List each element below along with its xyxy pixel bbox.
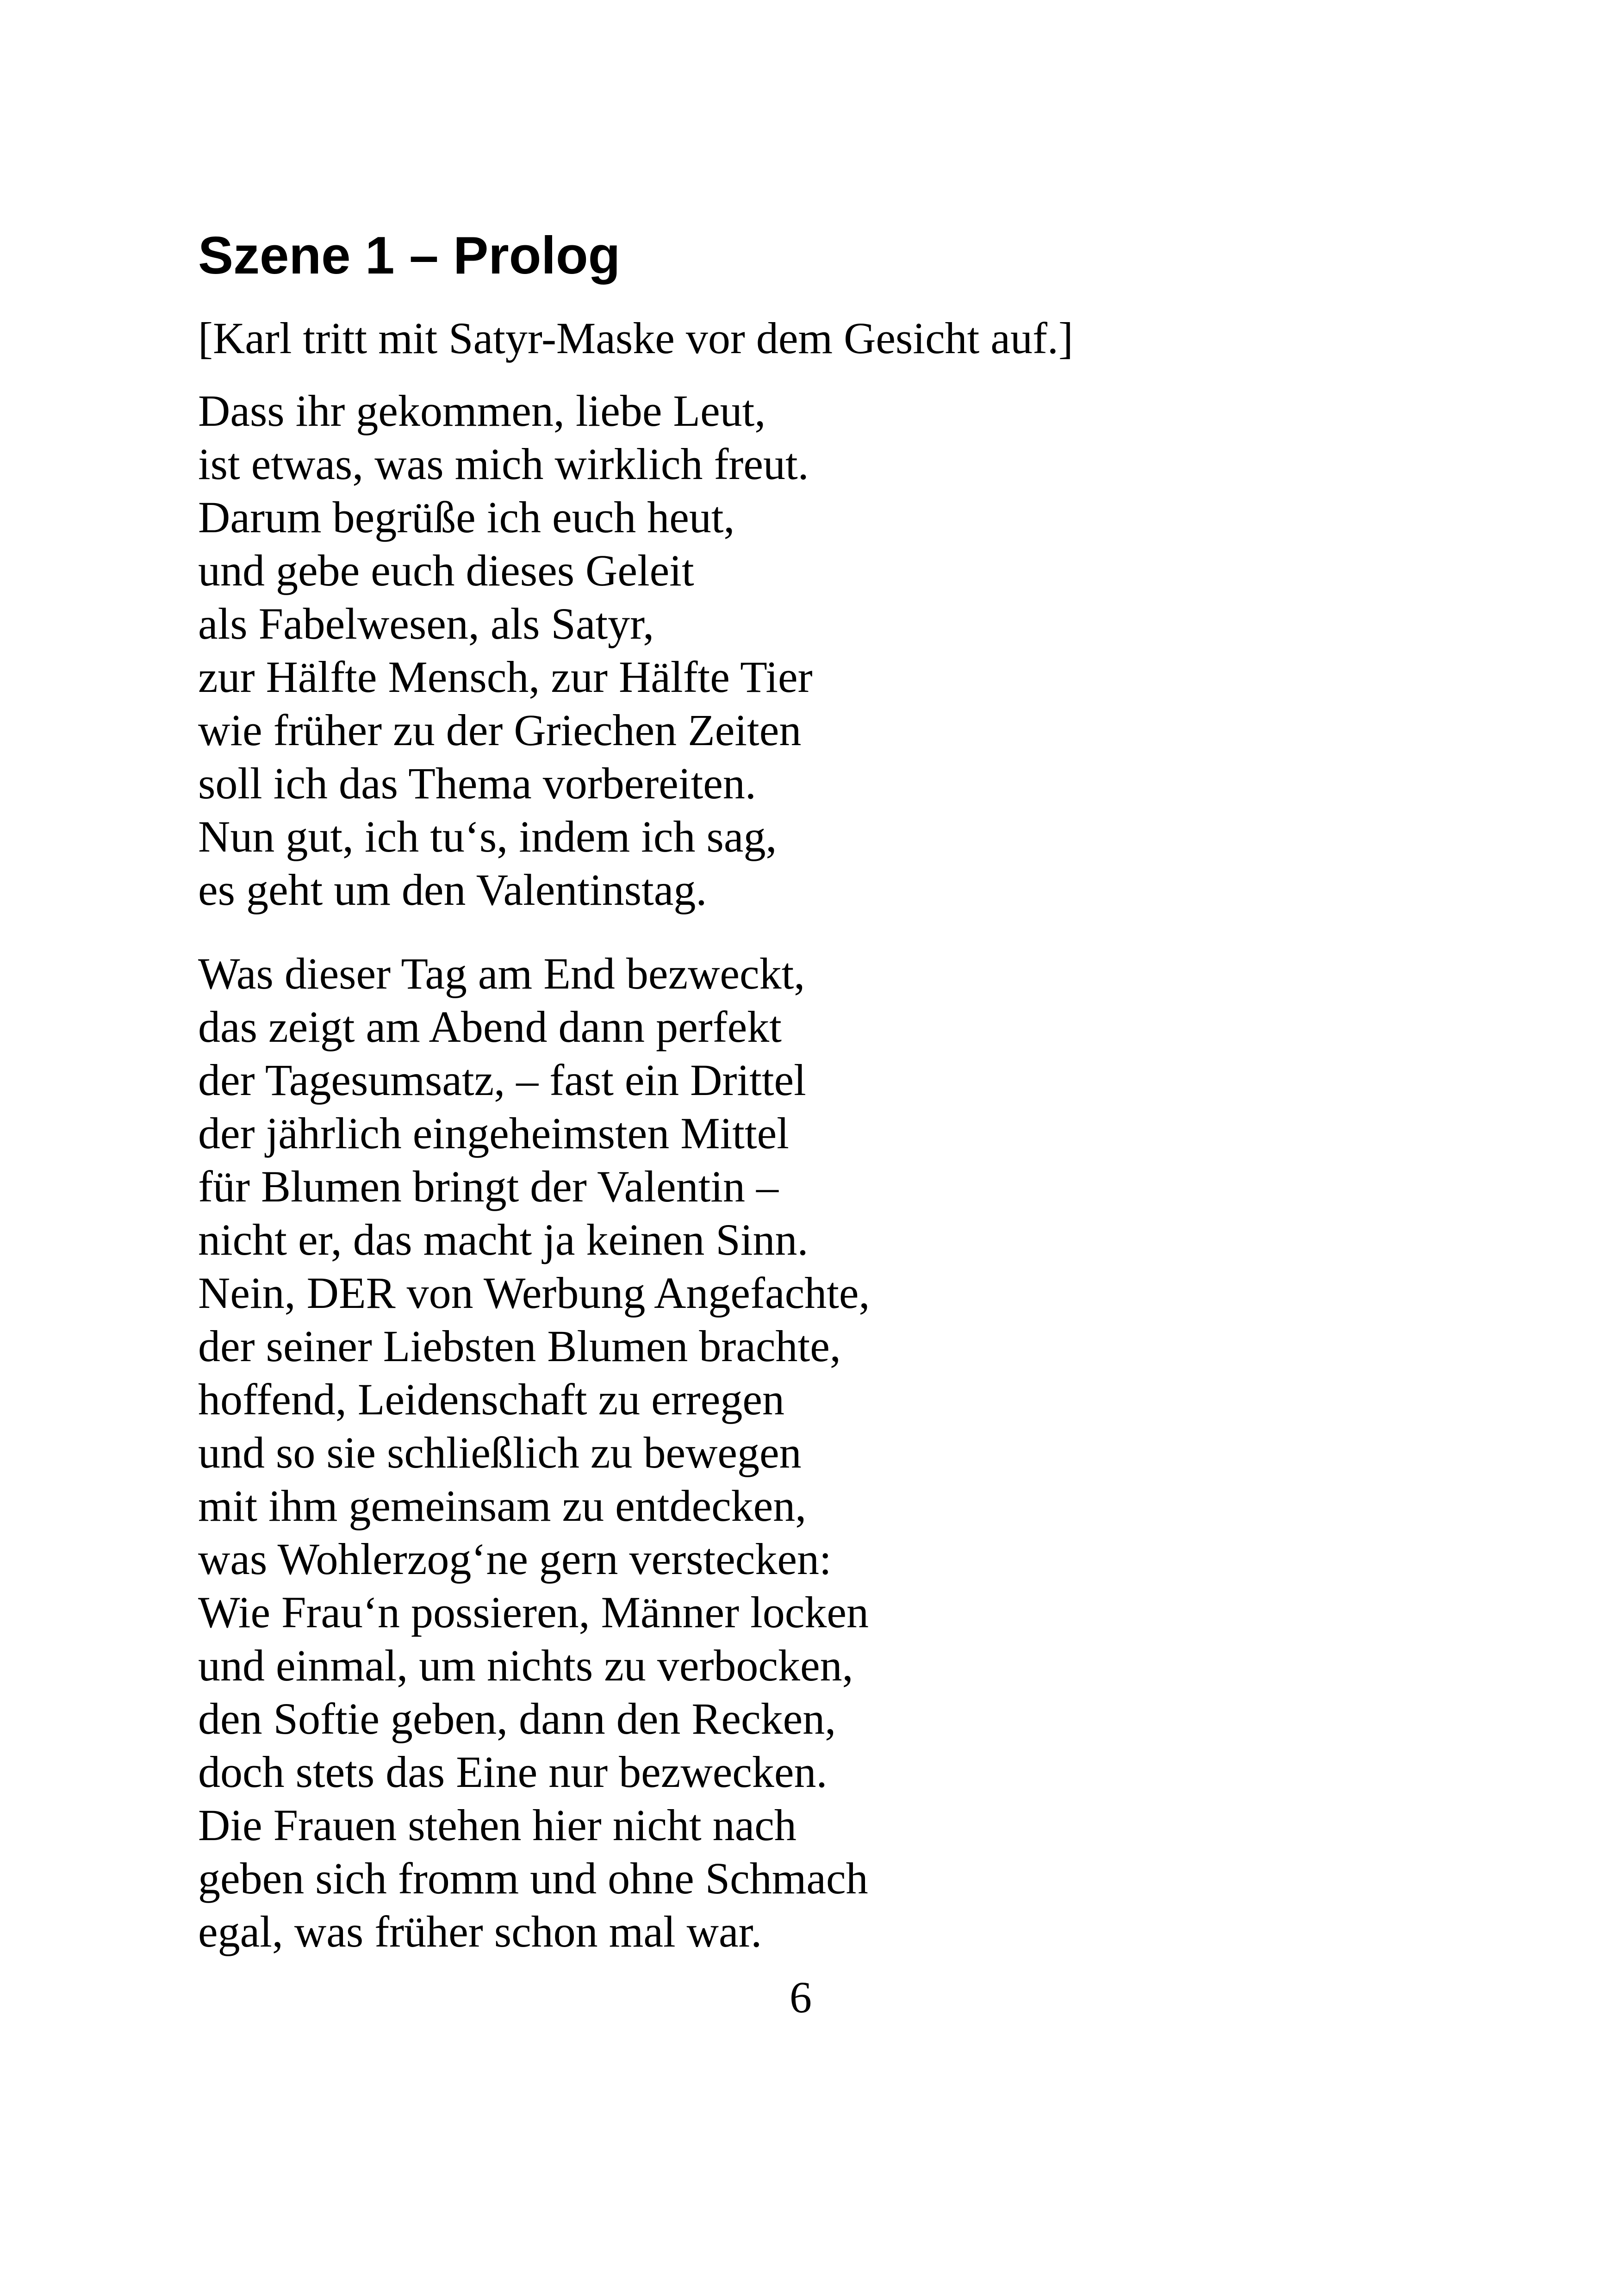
verse-line: was Wohlerzog‘ne gern verstecken: — [198, 1534, 832, 1584]
verse-line: und einmal, um nichts zu verbocken, — [198, 1641, 853, 1690]
verse-line: Was dieser Tag am End bezweckt, — [198, 949, 805, 998]
verse-line: der seiner Liebsten Blumen brachte, — [198, 1321, 841, 1371]
verse-line: ist etwas, was mich wirklich freut. — [198, 439, 809, 489]
page-number: 6 — [790, 1972, 812, 2022]
verse-line: zur Hälfte Mensch, zur Hälfte Tier — [198, 652, 813, 702]
stanza-2 — [198, 947, 870, 1958]
verse-line: Nein, DER von Werbung Angefachte, — [198, 1268, 870, 1318]
verse-line: als Fabelwesen, als Satyr, — [198, 599, 654, 648]
scene-title: Szene 1 – Prolog — [198, 226, 621, 285]
verse-line: und gebe euch dieses Geleit — [198, 546, 694, 595]
verse-line: egal, was früher schon mal war. — [198, 1907, 762, 1956]
verse-line: wie früher zu der Griechen Zeiten — [198, 705, 802, 755]
verse-line: Wie Frau‘n possieren, Männer locken — [198, 1587, 869, 1637]
verse-line: den Softie geben, dann den Recken, — [198, 1694, 836, 1743]
verse-line: Die Frauen stehen hier nicht nach — [198, 1800, 797, 1850]
verse-line: hoffend, Leidenschaft zu erregen — [198, 1375, 784, 1424]
verse-line: soll ich das Thema vorbereiten. — [198, 759, 756, 808]
verse-line: es geht um den Valentinstag. — [198, 865, 707, 915]
stanza-1 — [198, 384, 813, 916]
verse-line: der jährlich eingeheimsten Mittel — [198, 1108, 789, 1158]
verse-line: und so sie schließlich zu bewegen — [198, 1428, 802, 1477]
verse-line: das zeigt am Abend dann perfekt — [198, 1002, 782, 1052]
verse-line: Dass ihr gekommen, liebe Leut, — [198, 386, 766, 436]
verse-line: Darum begrüße ich euch heut, — [198, 492, 735, 542]
verse-line: geben sich fromm und ohne Schmach — [198, 1854, 868, 1903]
verse-line: mit ihm gemeinsam zu entdecken, — [198, 1481, 807, 1531]
verse-line: der Tagesumsatz, – fast ein Drittel — [198, 1055, 806, 1105]
verse-line: doch stets das Eine nur bezwecken. — [198, 1747, 828, 1797]
verse-line: für Blumen bringt der Valentin – — [198, 1162, 778, 1211]
verse-line: nicht er, das macht ja keinen Sinn. — [198, 1215, 809, 1264]
verse-line: Nun gut, ich tu‘s, indem ich sag, — [198, 812, 777, 861]
stage-direction: [Karl tritt mit Satyr-Maske vor dem Gesicht auf.] — [198, 313, 1073, 363]
